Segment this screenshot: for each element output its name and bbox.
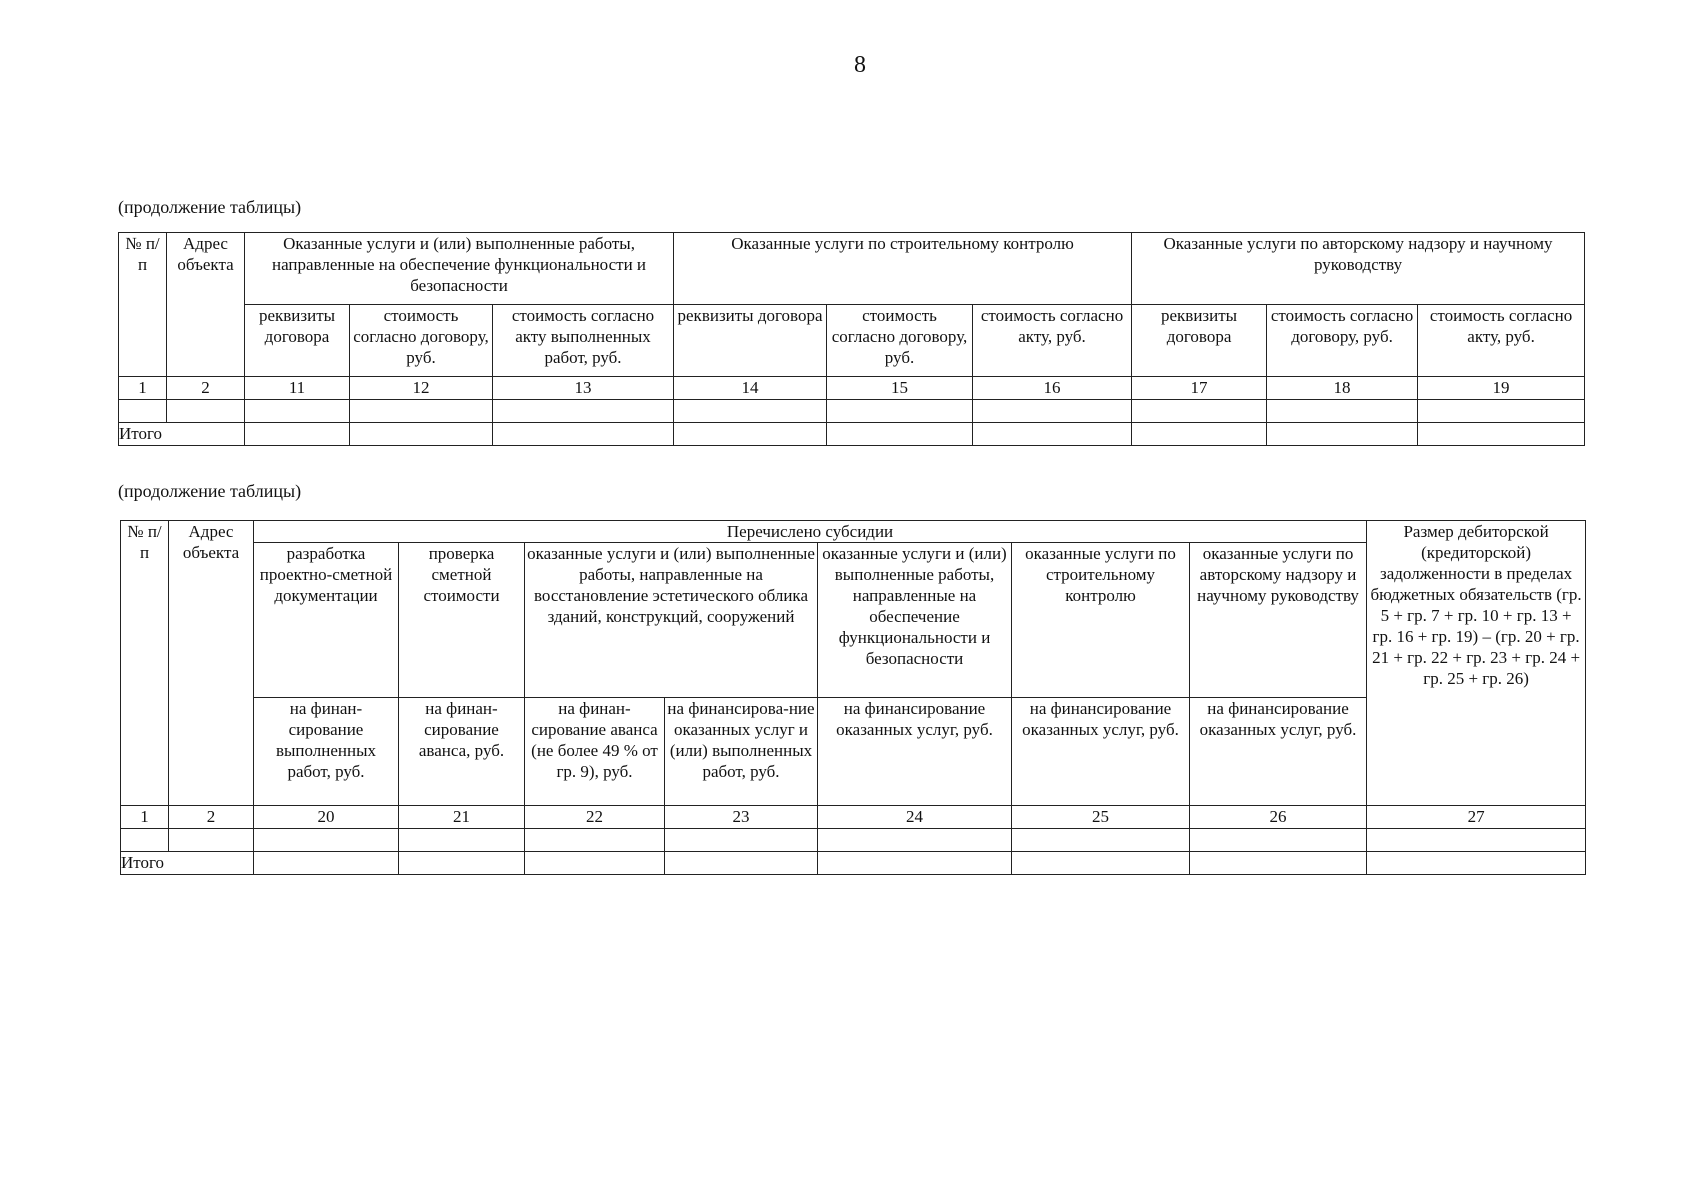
column-number-row [121,806,1586,829]
empty-cell [1132,400,1267,423]
empty-data-row [119,400,1585,423]
empty-cell [674,423,827,446]
empty-cell [973,423,1132,446]
header-row-number: № п/п [119,233,167,377]
column-number: 25 [1012,806,1190,829]
empty-cell [119,400,167,423]
empty-cell [245,423,350,446]
column-number: 1 [119,377,167,400]
empty-cell [121,829,169,852]
column-number: 2 [167,377,245,400]
total-row [121,852,1586,875]
empty-cell [245,400,350,423]
header-cost-per-contract: стоимость согласно договору, руб. [1267,305,1418,377]
header-cost-per-contract: стоимость согласно договору, руб. [827,305,973,377]
empty-cell [818,852,1012,875]
empty-cell [493,423,674,446]
subheader-services-financing: на финансирование оказанных услуг, руб. [818,698,1012,806]
empty-cell [827,400,973,423]
subheader-advance-financing: на финан-сирование аванса, руб. [399,698,525,806]
subsidy-table-part-1 [118,232,1585,446]
table-continuation-caption-2: (продолжение таблицы) [118,481,302,501]
empty-cell [350,400,493,423]
total-label: Итого [121,852,254,875]
total-label: Итого [119,423,245,446]
column-number: 21 [399,806,525,829]
header-estimate-check: проверка сметной стоимости [399,543,525,698]
column-number: 23 [665,806,818,829]
empty-cell [827,423,973,446]
empty-cell [1190,852,1367,875]
header-cost-per-contract: стоимость согласно договору, руб. [350,305,493,377]
column-number: 1 [121,806,169,829]
empty-cell [973,400,1132,423]
total-row [119,423,1585,446]
column-number: 14 [674,377,827,400]
column-number: 12 [350,377,493,400]
header-design-documentation: разработка проектно-сметной документации [254,543,399,698]
empty-cell [1418,423,1585,446]
subheader-completed-works-financing: на финан-сирование выполненных работ, руб. [254,698,399,806]
header-cost-per-act: стоимость согласно акту, руб. [973,305,1132,377]
empty-cell [525,829,665,852]
column-number: 16 [973,377,1132,400]
header-group-construction-control: Оказанные услуги по строительному контролю [674,233,1132,305]
header-cost-per-act: стоимость согласно акту, руб. [1418,305,1585,377]
empty-cell [1012,829,1190,852]
column-number-row [119,377,1585,400]
empty-cell [665,829,818,852]
column-number: 20 [254,806,399,829]
empty-cell [1418,400,1585,423]
column-number: 24 [818,806,1012,829]
header-author-supervision: оказанные услуги по авторскому надзору и научному руководству [1190,543,1367,698]
header-group-author-supervision: Оказанные услуги по авторскому надзору и научному руководству [1132,233,1585,305]
column-number: 17 [1132,377,1267,400]
empty-cell [1367,829,1586,852]
empty-cell [1132,423,1267,446]
header-receivables-payables: Размер дебиторской (кредиторской) задолженности в пределах бюджетных обязательств (гр. 5 + гр. 7 + гр. 10 + гр. 13 + гр. 16 + гр. 19) – (гр. 20 + гр. 21 + гр. 22 + гр. 23 + гр. 24 + гр. 25 + гр. 26) [1367,521,1586,806]
column-number: 2 [169,806,254,829]
column-number: 11 [245,377,350,400]
column-number: 15 [827,377,973,400]
empty-cell [254,852,399,875]
column-number: 22 [525,806,665,829]
subheader-advance-financing-limit: на финан-сирование аванса (не более 49 % от гр. 9), руб. [525,698,665,806]
header-functionality-safety: оказанные услуги и (или) выполненные работы, направленные на обеспечение функциональности и безопасности [818,543,1012,698]
empty-cell [167,400,245,423]
subheader-services-works-financing: на финансирова-ние оказанных услуг и (или) выполненных работ, руб. [665,698,818,806]
header-contract-details: реквизиты договора [1132,305,1267,377]
column-number: 18 [1267,377,1418,400]
empty-cell [399,829,525,852]
header-object-address: Адрес объекта [169,521,254,806]
subheader-services-financing: на финансирование оказанных услуг, руб. [1012,698,1190,806]
column-number: 26 [1190,806,1367,829]
column-number: 19 [1418,377,1585,400]
table-continuation-caption-1: (продолжение таблицы) [118,197,302,217]
empty-cell [665,852,818,875]
empty-cell [399,852,525,875]
empty-cell [1190,829,1367,852]
empty-cell [1267,400,1418,423]
empty-cell [818,829,1012,852]
header-object-address: Адрес объекта [167,233,245,377]
empty-cell [350,423,493,446]
subheader-services-financing: на финансирование оказанных услуг, руб. [1190,698,1367,806]
empty-cell [254,829,399,852]
header-row-number: № п/п [121,521,169,806]
empty-cell [674,400,827,423]
empty-cell [525,852,665,875]
subsidy-table-part-2 [120,520,1586,875]
empty-cell [169,829,254,852]
empty-cell [1012,852,1190,875]
column-number: 27 [1367,806,1586,829]
header-contract-details: реквизиты договора [674,305,827,377]
header-subsidy-transferred: Перечислено субсидии [254,521,1367,543]
empty-cell [493,400,674,423]
empty-cell [1367,852,1586,875]
header-aesthetic-restoration: оказанные услуги и (или) выполненные работы, направленные на восстановление эстетического облика зданий, конструкций, сооружений [525,543,818,698]
page-number: 8 [854,52,866,78]
header-cost-per-works-act: стоимость согласно акту выполненных работ, руб. [493,305,674,377]
column-number: 13 [493,377,674,400]
header-construction-control: оказанные услуги по строительному контролю [1012,543,1190,698]
empty-cell [1267,423,1418,446]
header-contract-details: реквизиты договора [245,305,350,377]
empty-data-row [121,829,1586,852]
header-group-functionality-safety: Оказанные услуги и (или) выполненные работы, направленные на обеспечение функциональности и безопасности [245,233,674,305]
